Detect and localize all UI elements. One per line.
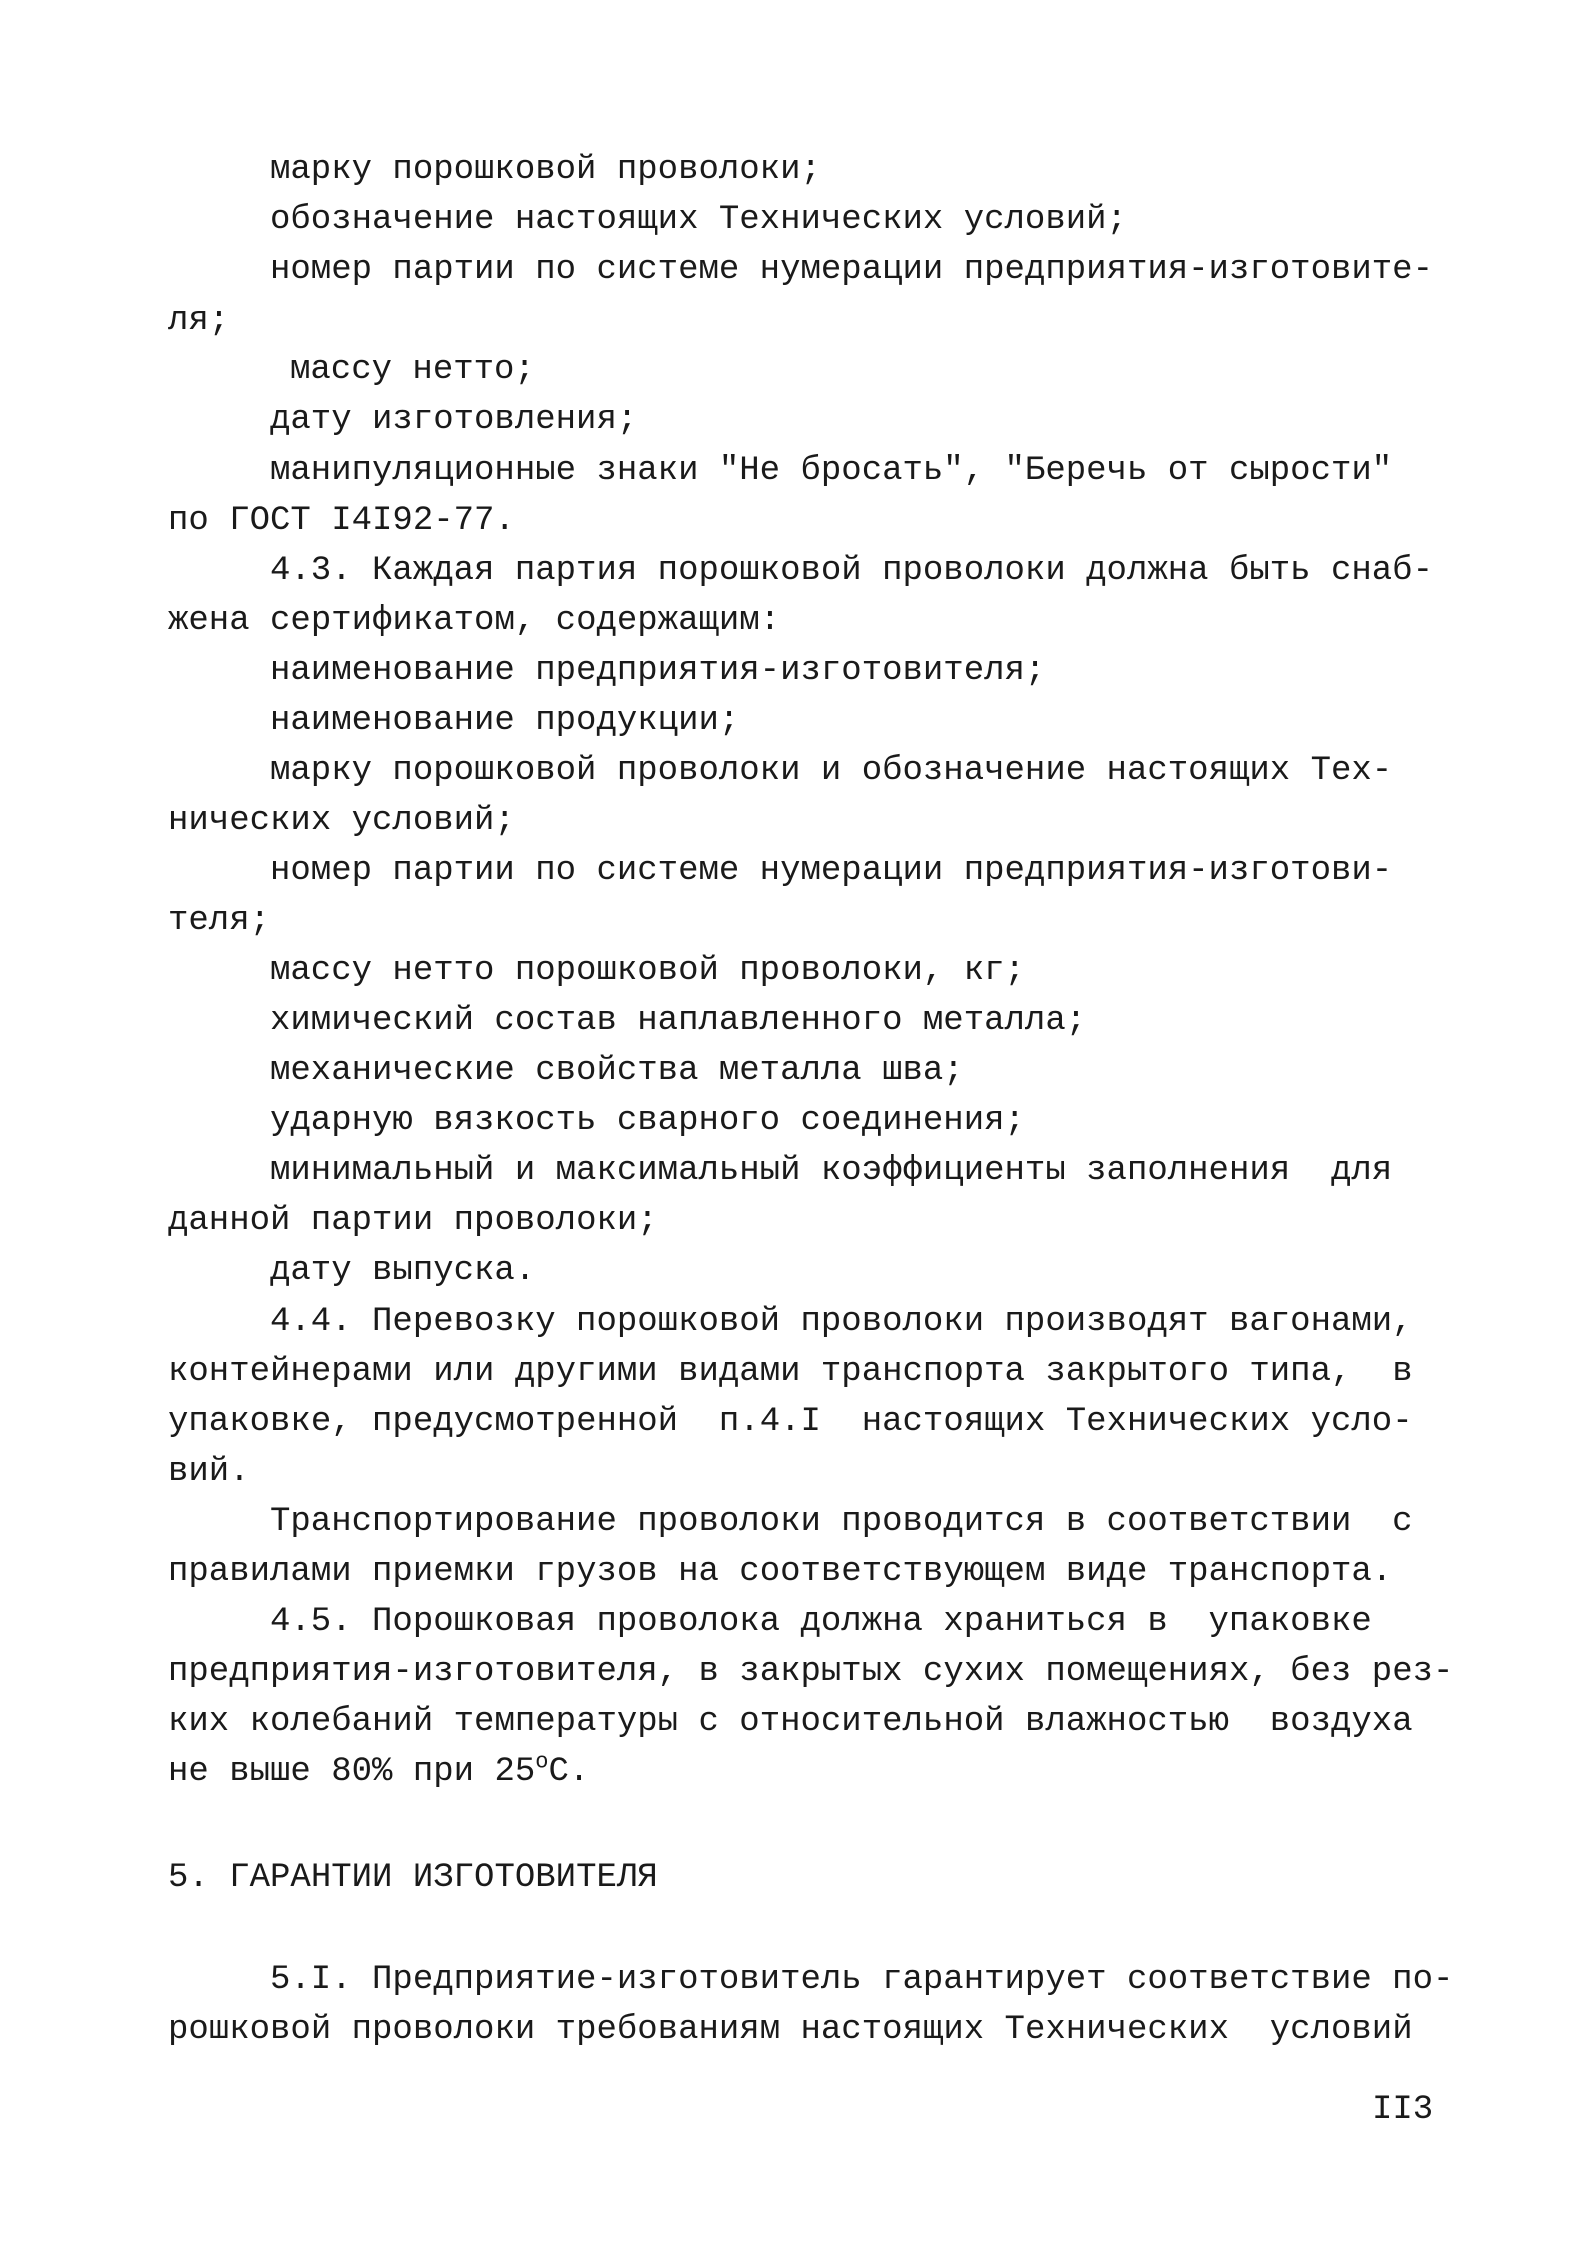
text-segment: С. — [548, 1753, 590, 1791]
text-line: дату выпуска. — [270, 1252, 536, 1290]
section-heading: 5. ГАРАНТИИ ИЗГОТОВИТЕЛЯ — [168, 1859, 658, 1897]
text-line: дату изготовления; — [270, 401, 638, 439]
text-line: нических условий; — [168, 802, 515, 840]
page-number: II3 — [1372, 2091, 1434, 2129]
text-line: рошковой проволоки требованиям настоящих Технических условий — [168, 2011, 1413, 2049]
text-line: по ГОСТ I4I92-77. — [168, 502, 515, 540]
text-line: массу нетто; — [290, 351, 535, 389]
text-segment: не выше 80% при 25 — [168, 1753, 536, 1791]
text-line: 4.3. Каждая партия порошковой проволоки должна быть снаб- — [270, 552, 1433, 590]
text-line: вий. — [168, 1453, 250, 1491]
text-line: 4.5. Порошковая проволока должна храниться в упаковке — [270, 1603, 1372, 1641]
text-line: массу нетто порошковой проволоки, кг; — [270, 952, 1025, 990]
text-line: наименование предприятия-изготовителя; — [270, 652, 1046, 690]
text-line: данной партии проволоки; — [168, 1202, 658, 1240]
text-line: механические свойства металла шва; — [270, 1052, 964, 1090]
text-line: номер партии по системе нумерации предприятия-изготовите- — [270, 251, 1433, 289]
text-line: манипуляционные знаки "Не бросать", "Беречь от сырости" — [270, 452, 1393, 490]
text-line: Транспортирование проволоки проводится в соответствии с — [270, 1503, 1413, 1541]
text-line: ударную вязкость сварного соединения; — [270, 1102, 1025, 1140]
text-line: упаковке, предусмотренной п.4.I настоящих Технических усло- — [168, 1403, 1413, 1441]
text-line: марку порошковой проволоки; — [270, 151, 821, 189]
text-line: минимальный и максимальный коэффициенты заполнения для — [270, 1152, 1393, 1190]
text-line: химический состав наплавленного металла; — [270, 1002, 1087, 1040]
text-line: правилами приемки грузов на соответствующем виде транспорта. — [168, 1553, 1393, 1591]
degree-superscript: о — [535, 1749, 549, 1775]
text-line: марку порошковой проволоки и обозначение настоящих Тех- — [270, 752, 1393, 790]
text-line: 5.I. Предприятие-изготовитель гарантирует соответствие по- — [270, 1961, 1454, 1999]
text-line: жена сертификатом, содержащим: — [168, 602, 781, 640]
text-line: ких колебаний температуры с относительной влажностью воздуха — [168, 1703, 1413, 1741]
text-line: предприятия-изготовителя, в закрытых сухих помещениях, без рез- — [168, 1653, 1454, 1691]
text-line: номер партии по системе нумерации предприятия-изготови- — [270, 852, 1393, 890]
text-line: обозначение настоящих Технических условий; — [270, 201, 1127, 239]
text-line: ля; — [168, 302, 230, 340]
text-line: 4.4. Перевозку порошковой проволоки производят вагонами, — [270, 1303, 1413, 1341]
text-line: теля; — [168, 902, 271, 940]
text-line — [168, 1747, 589, 1797]
text-line: контейнерами или другими видами транспорта закрытого типа, в — [168, 1353, 1413, 1391]
text-line: наименование продукции; — [270, 702, 740, 740]
